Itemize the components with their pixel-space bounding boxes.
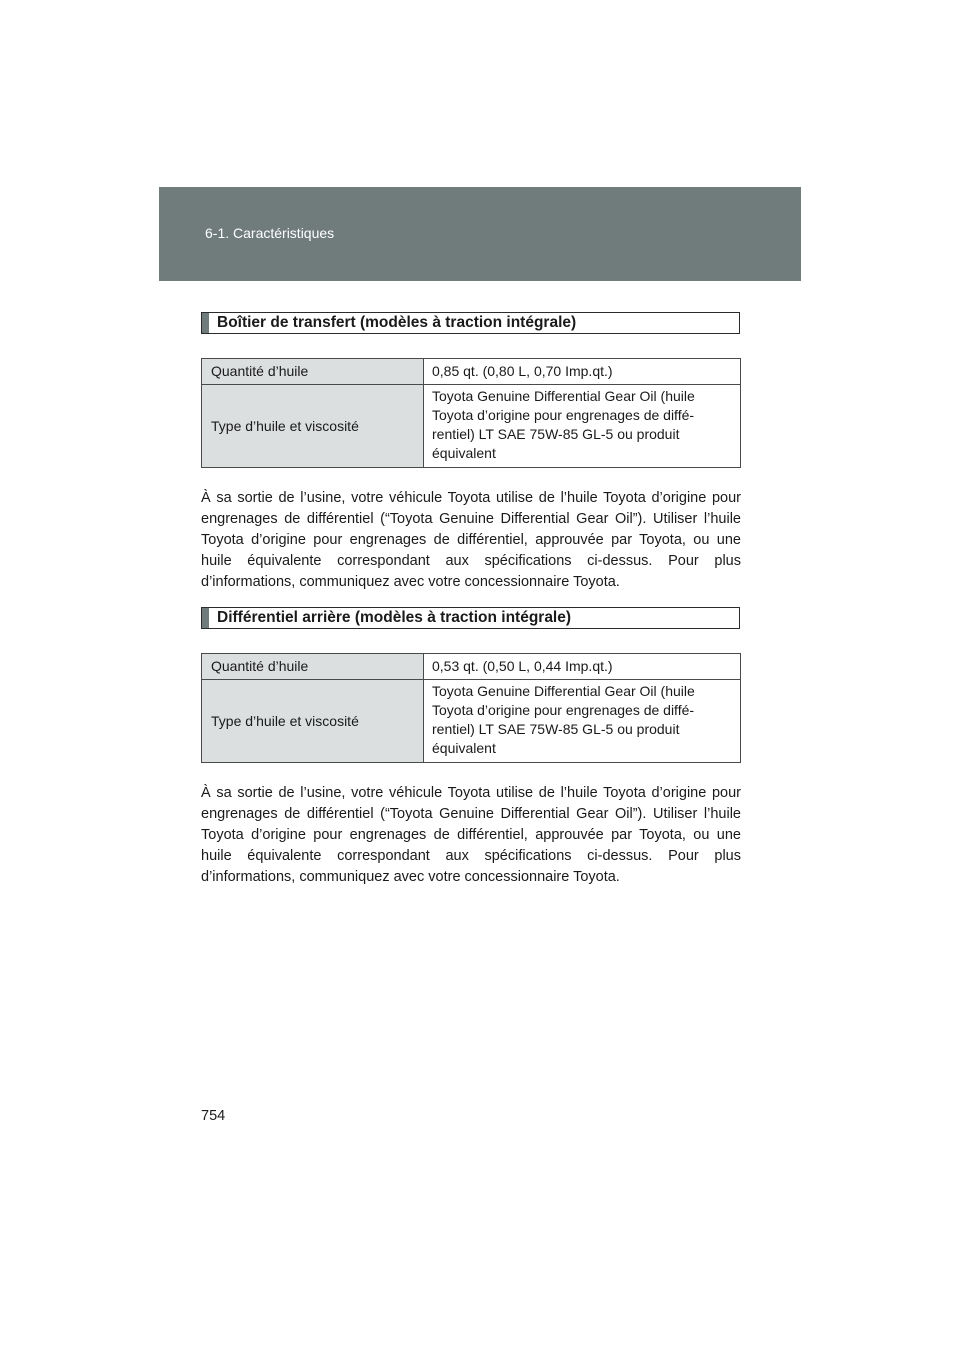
table-row xyxy=(202,654,741,680)
table-row xyxy=(202,359,741,385)
row-label: Quantité d’huile xyxy=(202,654,424,680)
section-title: Boîtier de transfert (modèles à traction intégrale) xyxy=(217,314,577,331)
table-row xyxy=(202,680,741,763)
section-title: Différentiel arrière (modèles à traction intégrale) xyxy=(217,609,572,626)
spec-table-rear-differential xyxy=(201,653,741,763)
heading-accent-bar xyxy=(202,608,209,628)
body-paragraph: À sa sortie de l’usine, votre véhicule Toyota utilise de l’huile Toyota d’origine pour engrenages de différentiel (“Toyota Genuine Differential Gear Oil”). Utiliser l’huile Toyota d’origine pour engrenages de différentiel, approuvée par Toyota, ou une huile équivalente correspondant aux spécifications ci-dessus. Pour plus d’informations, communiquez avec votre concessionnaire Toyota. xyxy=(201,490,741,590)
row-value: 0,85 qt. (0,80 L, 0,70 Imp.qt.) xyxy=(424,359,741,385)
row-value: 0,53 qt. (0,50 L, 0,44 Imp.qt.) xyxy=(424,654,741,680)
body-paragraph: À sa sortie de l’usine, votre véhicule Toyota utilise de l’huile Toyota d’origine pour engrenages de différentiel (“Toyota Genuine Differential Gear Oil”). Utiliser l’huile Toyota d’origine pour engrenages de différentiel, approuvée par Toyota, ou une huile équivalente correspondant aux spécifications ci-dessus. Pour plus d’informations, communiquez avec votre concessionnaire Toyota. xyxy=(201,785,741,885)
row-value: Toyota Genuine Differential Gear Oil (huile Toyota d’origine pour engrenages de diffé-rentiel) LT SAE 75W-85 GL-5 ou produit équivalent xyxy=(424,680,741,763)
section-heading-rear-differential xyxy=(201,607,740,629)
section-header-band xyxy=(159,187,801,281)
row-value: Toyota Genuine Differential Gear Oil (huile Toyota d’origine pour engrenages de diffé-rentiel) LT SAE 75W-85 GL-5 ou produit équivalent xyxy=(424,385,741,468)
row-label: Type d’huile et viscosité xyxy=(202,680,424,763)
heading-accent-bar xyxy=(202,313,209,333)
section-heading-transfer-case xyxy=(201,312,740,334)
page-number: 754 xyxy=(201,1108,226,1124)
section-breadcrumb: 6-1. Caractéristiques xyxy=(205,225,335,241)
spec-table-transfer-case xyxy=(201,358,741,468)
row-label: Type d’huile et viscosité xyxy=(202,385,424,468)
row-label: Quantité d’huile xyxy=(202,359,424,385)
table-row xyxy=(202,385,741,468)
